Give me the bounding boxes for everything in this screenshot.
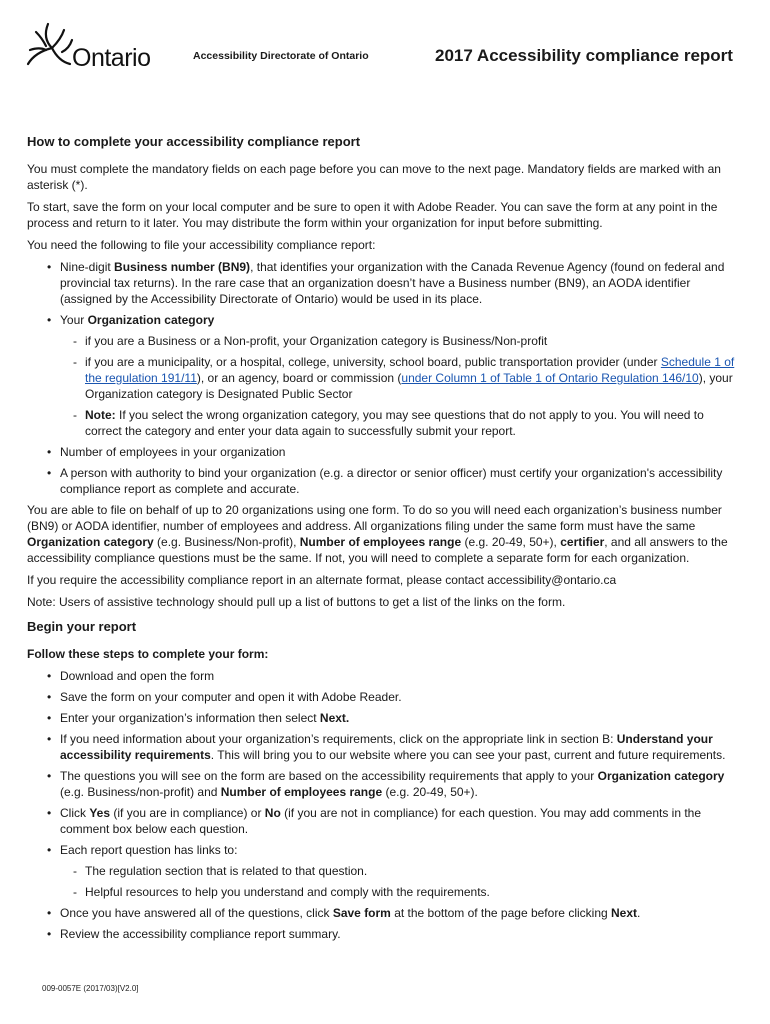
- form-code: 009-0057E (2017/03)[V2.0]: [42, 984, 139, 993]
- list-item: • Each report question has links to: - The regulation section that is related to that question. - Helpful resources to help you understand and comply with the requirements.: [47, 842, 742, 900]
- paragraph-assistive-note: Note: Users of assistive technology should pull up a list of buttons to get a list of the links on the form.: [27, 595, 566, 609]
- list-item: • Click Yes (if you are in compliance) or No (if you are not in compliance) for each question. You may add comments in the comment box below each question.: [47, 805, 742, 837]
- list-item: • Your Organization category - if you are a Business or a Non-profit, your Organization category is Business/Non-profit - if you are a municipality, or a hospital, college, university, school board, public transportation provider (under Schedule 1 of the regulation 191/11), or an agency, board or commission (under Column 1 of Table 1 of Ontario Regulation 146/10), your Organization category is Designated Public Sector - Note: If you select the wrong organization category, you may see questions that do not apply to you. You will need to correct the category and enter your data again to successfully submit your report.: [47, 312, 742, 439]
- schedule-link[interactable]: Schedule 1 of the regulation 191/11: [85, 355, 735, 385]
- how-to-heading: How to complete your accessibility compliance report: [27, 134, 361, 149]
- list-item: - Helpful resources to help you understand and comply with the requirements.: [73, 884, 742, 900]
- regulation-link[interactable]: under Column 1 of Table 1 of Ontario Regulation 146/10: [401, 371, 699, 385]
- paragraph-multi-org: You are able to file on behalf of up to 20 organizations using one form. To do so you will need each organization’s business number (BN9) or AODA identifier, number of employees and address. All organizations filing under the same form must have the same Organization category (e.g. Business/Non-profit), Number of employees range (e.g. 20-49, 50+), certifier, and all answers to the accessibility compliance questions must be the same. If not, you will need to complete a separate form for each organization.: [27, 503, 728, 565]
- logo-wordmark: Ontario: [72, 44, 151, 72]
- paragraph-need: You need the following to file your accessibility compliance report:: [27, 238, 376, 252]
- steps-list: [27, 668, 742, 942]
- paragraph-alternate-format: If you require the accessibility compliance report in an alternate format, please contact accessibility@ontario.ca: [27, 573, 617, 587]
- begin-heading: Begin your report: [27, 619, 137, 634]
- paragraph-save: To start, save the form on your local computer and be sure to open it with Adobe Reader. You can save the form at any point in the process and return to it later. You may distribute the form within your organization for input before submitting.: [27, 200, 718, 230]
- list-item: • Nine-digit Business number (BN9), that identifies your organization with the Canada Revenue Agency (found on federal and provincial tax returns). In the rare case that an organization doesn’t have a Business number (BN9), an AODA identifier (assigned by the Accessibility Directorate of Ontario) would be used in its place.: [47, 259, 742, 307]
- list-item: • The questions you will see on the form are based on the accessibility requirements that apply to your Organization category (e.g. Business/non-profit) and Number of employees range (e.g. 20-49, 50+).: [47, 768, 742, 800]
- list-item: • Save the form on your computer and open it with Adobe Reader.: [47, 689, 742, 705]
- list-item: - Note: If you select the wrong organization category, you may see questions that do not apply to you. You will need to correct the category and enter your data again to successfully submit your report.: [73, 407, 742, 439]
- paragraph-mandatory: You must complete the mandatory fields on each page before you can move to the next page. Mandatory fields are marked with an asterisk (*).: [27, 162, 721, 192]
- list-item: • Number of employees in your organization: [47, 444, 742, 460]
- list-item: - if you are a Business or a Non-profit, your Organization category is Business/Non-profit: [73, 333, 742, 349]
- directorate-name: Accessibility Directorate of Ontario: [193, 50, 369, 62]
- links-list: [60, 863, 742, 900]
- list-item: • A person with authority to bind your organization (e.g. a director or senior officer) must certify your organization's accessibility compliance report as complete and accurate.: [47, 465, 742, 497]
- steps-subheading: Follow these steps to complete your form:: [27, 647, 269, 661]
- list-item: - The regulation section that is related to that question.: [73, 863, 742, 879]
- list-item: • Review the accessibility compliance report summary.: [47, 926, 742, 942]
- requirements-list: [27, 259, 742, 497]
- report-title: 2017 Accessibility compliance report: [435, 46, 733, 65]
- list-item: • Once you have answered all of the questions, click Save form at the bottom of the page before clicking Next.: [47, 905, 742, 921]
- list-item: • Enter your organization’s information then select Next.: [47, 710, 742, 726]
- category-list: [60, 333, 742, 439]
- list-item: - if you are a municipality, or a hospital, college, university, school board, public transportation provider (under Schedule 1 of the regulation 191/11), or an agency, board or commission (under Column 1 of Table 1 of Ontario Regulation 146/10), your Organization category is Designated Public Sector: [73, 354, 742, 402]
- main-content: [27, 133, 742, 947]
- list-item: • Download and open the form: [47, 668, 742, 684]
- page-header: [0, 0, 770, 90]
- list-item: • If you need information about your organization’s requirements, click on the appropriate link in section B: Understand your accessibility requirements. This will bring you to our website where you can see your past, current and future requirements.: [47, 731, 742, 763]
